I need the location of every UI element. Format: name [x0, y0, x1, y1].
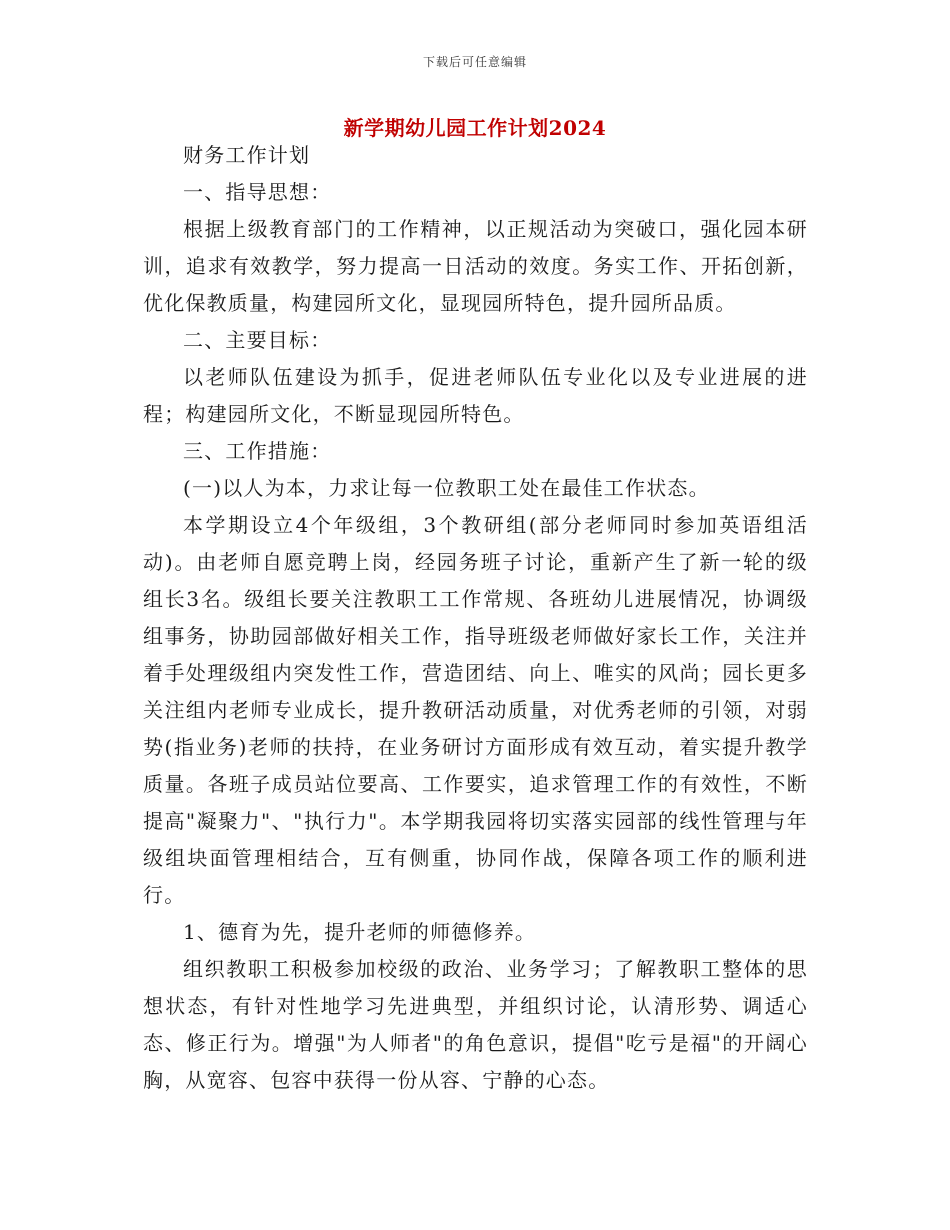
paragraph: 本学期设立4个年级组，3个教研组(部分老师同时参加英语组活动)。由老师自愿竞聘上岗，经园务班子讨论，重新产生了新一轮的级组长3名。级组长要关注教职工工作常规、各班幼儿进展情况，协调级组事务，协助园部做好相关工作，指导班级老师做好家长工作，关注并着手处理级组内突发性工作，营造团结、向上、唯实的风尚；园长更多关注组内老师专业成长，提升教研活动质量，对优秀老师的引领，对弱势(指业务)老师的扶持，在业务研讨方面形成有效互动，着实提升教学质量。各班子成员站位要高、工作要实，追求管理工作的有效性，不断提高"凝聚力"、"执行力"。本学期我园将切实落实园部的线性管理与年级组块面管理相结合，互有侧重，协同作战，保障各项工作的顺利进行。 — [143, 513, 808, 907]
heading-work-measures: 三、工作措施： — [183, 439, 332, 463]
section-label: 财务工作计划 — [183, 143, 311, 167]
paragraph: 以老师队伍建设为抓手，促进老师队伍专业化以及专业进展的进程；构建园所文化，不断显现园所特色。 — [143, 365, 808, 426]
header-note: 下载后可任意编辑 — [422, 55, 527, 69]
heading-guiding-ideas: 一、指导思想： — [183, 180, 332, 204]
paragraph: 组织教职工积极参加校级的政治、业务学习；了解教职工整体的思想状态，有针对性地学习先进典型，并组织讨论，认清形势、调适心态、修正行为。增强"为人师者"的角色意识，提倡"吃亏是福"的开阔心胸，从宽容、包容中获得一份从容、宁静的心态。 — [143, 957, 808, 1092]
heading-main-goals: 二、主要目标： — [183, 328, 332, 352]
subheading: 1、德育为先，提升老师的师德修养。 — [183, 920, 537, 944]
document-title: 新学期幼儿园工作计划2024 — [343, 116, 607, 140]
paragraph: 根据上级教育部门的工作精神，以正规活动为突破口，强化园本研训，追求有效教学，努力提高一日活动的效度。务实工作、开拓创新，优化保教质量，构建园所文化，显现园所特色，提升园所品质。 — [143, 217, 808, 315]
document-body — [143, 137, 808, 1099]
subheading: (一)以人为本，力求让每一位教职工处在最佳工作状态。 — [183, 476, 710, 500]
